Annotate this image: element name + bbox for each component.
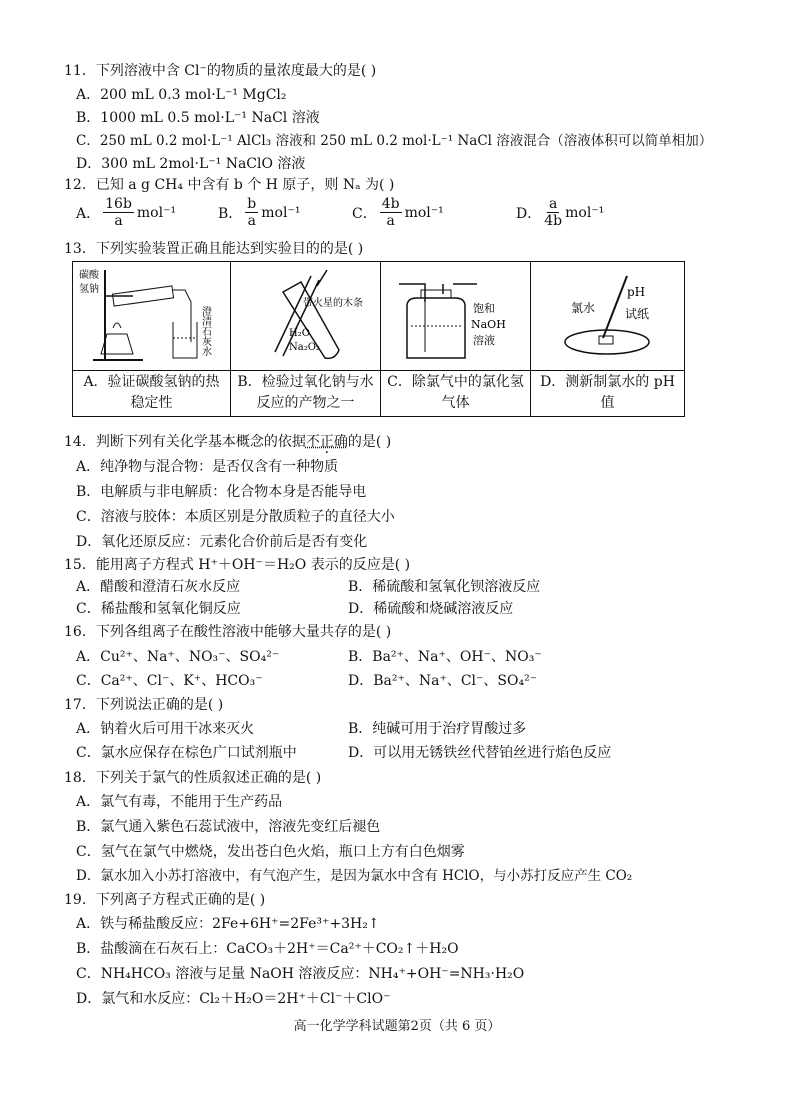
gas-washing-bottle-figure: [381, 262, 530, 371]
label-glowing-splint: 带火星的木条: [303, 298, 363, 309]
q11-option-a: A．200 mL 0.3 mol·L⁻¹ MgCl₂: [76, 87, 287, 103]
q14-stem-suffix: 的是( ): [347, 434, 392, 450]
label-test-paper: 试纸: [625, 307, 650, 321]
q12-d-denominator: 4b: [544, 213, 563, 229]
q12-b-fraction: [245, 196, 258, 229]
label-chlorine-water: 氯水: [571, 301, 596, 315]
q14-stem-emphasis: 不正确: [305, 434, 348, 450]
q18-option-c: C．氢气在氯气中燃烧，发出苍白色火焰，瓶口上方有白色烟雾: [76, 844, 465, 860]
q12-a-fraction: [103, 196, 134, 229]
page-footer: 高一化学学科试题第2页（共 6 页）: [293, 1019, 501, 1034]
q14-option-b: B．电解质与非电解质：化合物本身是否能导电: [76, 484, 367, 500]
q12-c-denominator: a: [386, 213, 395, 229]
q12-b-label: B．: [218, 205, 243, 222]
q14-stem-prefix: 14．判断下列有关化学基本概念的依据: [64, 434, 306, 450]
heating-apparatus-diagram: [73, 262, 230, 370]
gas-washing-bottle-diagram: [381, 262, 530, 370]
q19-option-d: D．氯气和水反应：Cl₂＋H₂O＝2H⁺＋Cl⁻＋ClO⁻: [76, 991, 391, 1007]
q17-option-d: D．可以用无锈铁丝代替铂丝进行焰色反应: [348, 745, 612, 761]
q19-stem: 19．下列离子方程式正确的是( ): [64, 892, 266, 908]
test-tube-figure: [231, 262, 380, 371]
q11-option-c: C．250 mL 0.2 mol·L⁻¹ AlCl₃ 溶液和 250 mL 0.2 mol·L⁻¹ NaCl 溶液混合（溶液体积可以简单相加）: [76, 133, 713, 149]
q14-option-a: A．纯净物与混合物：是否仅含有一种物质: [76, 459, 339, 475]
q11-option-d: D．300 mL 2mol·L⁻¹ NaClO 溶液: [76, 156, 306, 172]
q17-stem: 17．下列说法正确的是( ): [64, 697, 224, 713]
q12-b-numerator: b: [247, 196, 257, 212]
q12-d-numerator: a: [548, 196, 558, 212]
q14-stem: [64, 433, 391, 451]
q13-stem: 13．下列实验装置正确且能达到实验目的的是( ): [64, 241, 364, 257]
q15-option-a: A．醋酸和澄清石灰水反应: [76, 579, 241, 595]
label-sodium-peroxide: Na₂O₂: [289, 342, 320, 353]
experiment-d-caption: D．测新制氯水的 pH 值: [540, 374, 675, 411]
ph-test-figure: [531, 262, 684, 371]
q12-c-label: C．: [352, 205, 377, 222]
experiment-c-caption: C．除氯气中的氯化氢气体: [387, 374, 524, 411]
q12-b-unit: mol⁻¹: [261, 204, 301, 221]
q12-stem: 12．已知 a g CH₄ 中含有 b 个 H 原子，则 Nₐ 为( ): [64, 177, 395, 193]
experiment-a-caption: A．验证碳酸氢钠的热稳定性: [83, 374, 220, 411]
q16-stem: 16．下列各组离子在酸性溶液中能够大量共存的是( ): [64, 624, 392, 640]
label-solution: 溶液: [473, 334, 495, 347]
label-water: H₂O: [289, 328, 310, 339]
q12-option-d: [516, 196, 604, 229]
q16-option-b: B．Ba²⁺、Na⁺、OH⁻、NO₃⁻: [348, 649, 542, 665]
q17-option-a: A．钠着火后可用干冰来灭火: [76, 721, 255, 737]
experiment-cell-c: [381, 262, 531, 416]
q12-option-a: [76, 196, 176, 229]
q11-option-b: B．1000 mL 0.5 mol·L⁻¹ NaCl 溶液: [76, 110, 320, 126]
q18-stem: 18．下列关于氯气的性质叙述正确的是( ): [64, 770, 322, 786]
label-sodium-bicarbonate-2: 氢钠: [79, 284, 99, 295]
experiment-cell-b: [231, 262, 381, 416]
q12-d-fraction: [544, 196, 562, 229]
q15-option-b: B．稀硫酸和氢氧化钡溶液反应: [348, 579, 541, 595]
label-ph: pH: [627, 285, 646, 299]
experiment-b-caption: B．检验过氧化钠与水反应的产物之一: [237, 374, 374, 411]
q17-option-c: C．氯水应保存在棕色广口试剂瓶中: [76, 745, 297, 761]
q19-option-c: C．NH₄HCO₃ 溶液与足量 NaOH 溶液反应：NH₄⁺+OH⁻=NH₃·H₂O: [76, 966, 525, 982]
q14-option-d: D．氧化还原反应：元素化合价前后是否有变化: [76, 534, 368, 550]
q12-d-unit: mol⁻¹: [565, 204, 605, 221]
q15-stem: 15．能用离子方程式 H⁺＋OH⁻＝H₂O 表示的反应是( ): [64, 557, 411, 573]
experiment-cell-d: [531, 262, 684, 416]
q12-c-fraction: [380, 196, 402, 229]
q12-a-denominator: a: [114, 213, 123, 229]
q12-c-numerator: 4b: [381, 196, 400, 212]
q18-option-d: D．氯水加入小苏打溶液中，有气泡产生，是因为氯水中含有 HClO，与小苏打反应产生 CO₂: [76, 868, 633, 884]
q11-stem: 11．下列溶液中含 Cl⁻的物质的量浓度最大的是( ): [64, 63, 377, 79]
label-limewater: 澄清石灰水: [199, 306, 211, 356]
label-saturated: 饱和: [473, 302, 495, 315]
q15-option-c: C．稀盐酸和氢氧化铜反应: [76, 601, 241, 617]
q16-option-d: D．Ba²⁺、Na⁺、Cl⁻、SO₄²⁻: [348, 673, 538, 689]
q12-d-label: D．: [516, 205, 542, 222]
label-sodium-bicarbonate-1: 碳酸: [79, 270, 99, 281]
experiment-table: [72, 261, 685, 417]
q12-a-label: A．: [76, 205, 101, 222]
q17-option-b: B．纯碱可用于治疗胃酸过多: [348, 721, 527, 737]
test-tube-diagram: [231, 262, 380, 370]
q18-option-a: A．氯气有毒，不能用于生产药品: [76, 794, 283, 810]
q16-option-a: A．Cu²⁺、Na⁺、NO₃⁻、SO₄²⁻: [76, 649, 280, 665]
q16-option-c: C．Ca²⁺、Cl⁻、K⁺、HCO₃⁻: [76, 673, 263, 689]
q19-option-a: A．铁与稀盐酸反应：2Fe+6H⁺=2Fe³⁺+3H₂↑: [76, 916, 380, 932]
q18-option-b: B．氯气通入紫色石蕊试液中，溶液先变红后褪色: [76, 819, 381, 835]
q12-option-c: [352, 196, 444, 229]
q12-a-numerator: 16b: [105, 196, 132, 212]
q12-a-unit: mol⁻¹: [136, 204, 177, 221]
q12-b-denominator: a: [247, 213, 256, 229]
q15-option-d: D．稀硫酸和烧碱溶液反应: [348, 601, 514, 617]
heating-apparatus-figure: [73, 262, 230, 371]
q14-option-c: C．溶液与胶体：本质区别是分散质粒子的直径大小: [76, 509, 395, 525]
q19-option-b: B．盐酸滴在石灰石上：CaCO₃＋2H⁺＝Ca²⁺＋CO₂↑＋H₂O: [76, 941, 459, 957]
ph-test-diagram: [531, 262, 684, 370]
experiment-cell-a: [73, 262, 231, 416]
q12-option-b: [218, 196, 300, 229]
q12-c-unit: mol⁻¹: [404, 204, 444, 221]
label-naoh: NaOH: [471, 318, 506, 331]
